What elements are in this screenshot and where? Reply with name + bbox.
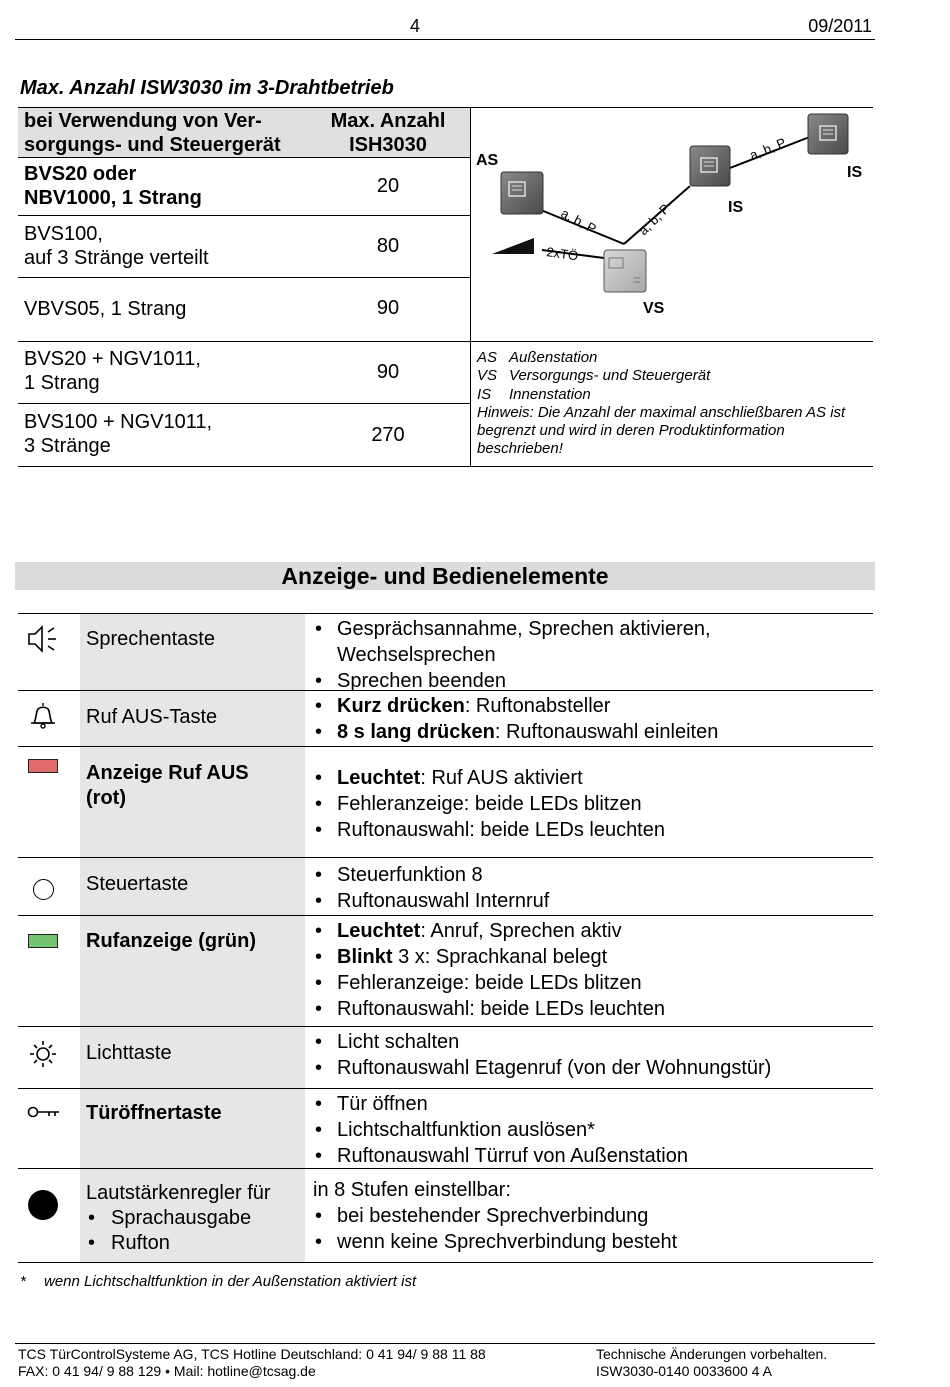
list-item: • Leuchtet: Anruf, Sprechen aktiv (313, 918, 665, 944)
list-item: • 8 s lang drücken: Ruftonauswahl einleiten (313, 719, 718, 745)
circle-button-icon (23, 874, 63, 904)
list-item: • Fehleranzeige: beide LEDs blitzen (313, 791, 665, 817)
table-row-device: BVS20 + NGV1011, 1 Strang (24, 348, 201, 394)
header-rule (15, 39, 875, 40)
column-header-device: bei Verwendung von Ver- sorgungs- und Steuergerät (24, 110, 281, 156)
list-item: • Ruftonauswahl Etagenruf (von der Wohnungstür) (313, 1055, 771, 1081)
table-row-device: VBVS05, 1 Strang (24, 298, 187, 320)
control-label: Sprechentaste (86, 628, 215, 650)
supply-control-unit-device (604, 250, 646, 292)
table-row (18, 857, 873, 916)
list-item: • Kurz drücken: Ruftonabsteller (313, 693, 718, 719)
diagram-wire-label: a, b, P (747, 134, 788, 163)
table-row (18, 746, 873, 858)
table-row (18, 690, 873, 747)
wiring-diagram (472, 108, 872, 338)
table-row (18, 1026, 873, 1089)
footer-contact: TCS TürControlSysteme AG, TCS Hotline Deutschland: 0 41 94/ 9 88 11 88 FAX: 0 41 94/ 9 88 129 • Mail: hotline@tcsag.de (18, 1346, 486, 1379)
outdoor-station-device (501, 172, 543, 214)
bell-off-icon (23, 701, 63, 731)
list-item: • Ruftonauswahl: beide LEDs leuchten (313, 996, 665, 1022)
table-row-max: 270 (371, 424, 405, 446)
control-description-intro: in 8 Stufen einstellbar: (313, 1179, 511, 1201)
list-item: • wenn keine Sprechverbindung besteht (313, 1229, 677, 1255)
diagram-label-vs: VS (643, 300, 665, 317)
diagram-label-is: IS (728, 199, 744, 216)
diagram-label-is: IS (847, 164, 863, 181)
volume-knob-icon (23, 1190, 63, 1220)
table-row (18, 613, 873, 691)
footnote: * wenn Lichtschaltfunktion in der Außenstation aktiviert ist (20, 1273, 417, 1290)
list-item: • Sprechen beenden (313, 668, 711, 694)
light-bulb-icon (23, 1039, 63, 1069)
page-number: 4 (410, 16, 421, 36)
table-row-device: BVS20 oder NBV1000, 1 Strang (24, 163, 202, 209)
list-item: • Lichtschaltfunktion auslösen* (313, 1117, 688, 1143)
control-sublabel: Rufton (111, 1232, 170, 1254)
table-row-max: 80 (376, 235, 400, 257)
list-item: • Licht schalten (313, 1029, 771, 1055)
table-row-max: 20 (376, 175, 400, 197)
section-title-controls: Anzeige- und Bedienelemente (281, 563, 609, 589)
footer-rule (15, 1343, 875, 1344)
table-row-max: 90 (376, 361, 400, 383)
control-label: Türöffnertaste (86, 1102, 222, 1124)
control-label: Rufanzeige (grün) (86, 930, 256, 952)
diagram-label-as: AS (476, 152, 499, 169)
diagram-legend (477, 349, 867, 459)
control-label: Steuertaste (86, 873, 189, 895)
legend-item: AS Außenstation (477, 349, 598, 366)
list-item: • Steuerfunktion 8 (313, 862, 549, 888)
list-item: • Ruftonauswahl Internruf (313, 888, 549, 914)
section-title-max-count: Max. Anzahl ISW3030 im 3-Drahtbetrieb (20, 77, 394, 99)
speaker-icon (23, 624, 63, 654)
legend-item: VS Versorgungs- und Steuergerät (477, 367, 711, 385)
diagram-door-label: 2xTÖ (545, 244, 580, 264)
table-row (18, 1088, 873, 1169)
document-date: 09/2011 (808, 16, 872, 36)
control-label: Anzeige Ruf AUS (rot) (86, 762, 249, 809)
key-icon (23, 1097, 63, 1127)
list-item: • bei bestehender Sprechverbindung (313, 1203, 677, 1229)
legend-note: Hinweis: Die Anzahl der maximal anschließbaren AS ist begrenzt und wird in deren Produktinformation beschrieben! (477, 403, 846, 458)
diagram-wire-label: a, b, P (635, 200, 673, 239)
list-item: • Ruftonauswahl Türruf von Außenstation (313, 1143, 688, 1169)
table-row-device: BVS100, auf 3 Stränge verteilt (24, 223, 209, 269)
diagram-wire-label: a, b, P (558, 205, 599, 237)
list-item: • Gesprächsannahme, Sprechen aktivieren, Wechselsprechen (313, 616, 711, 668)
table-row (18, 1168, 873, 1263)
indoor-station-device (690, 146, 730, 186)
list-item: • Tür öffnen (313, 1091, 688, 1117)
list-item: • Blinkt 3 x: Sprachkanal belegt (313, 944, 665, 970)
list-item: • Leuchtet: Ruf AUS aktiviert (313, 765, 665, 791)
indoor-station-device (808, 114, 848, 154)
table-row-device: BVS100 + NGV1011, 3 Stränge (24, 411, 213, 457)
control-label: Lautstärkenregler für • Sprachausgabe • Rufton (86, 1182, 271, 1254)
footer-doc-info: Technische Änderungen vorbehalten. ISW3030-0140 0033600 4 A (596, 1346, 828, 1379)
green-led-icon (23, 926, 63, 956)
column-header-max: Max. Anzahl ISH3030 (330, 110, 446, 156)
list-item: • Fehleranzeige: beide LEDs blitzen (313, 970, 665, 996)
list-item: • Ruftonauswahl: beide LEDs leuchten (313, 817, 665, 843)
control-label: Ruf AUS-Taste (86, 706, 218, 728)
table-row (18, 915, 873, 1027)
red-led-icon (23, 751, 63, 781)
table-row-max: 90 (376, 297, 400, 319)
control-label: Lichttaste (86, 1042, 172, 1064)
door-opener-icon (492, 238, 534, 254)
control-sublabel: Sprachausgabe (111, 1207, 252, 1229)
legend-item: IS Innenstation (477, 385, 591, 403)
